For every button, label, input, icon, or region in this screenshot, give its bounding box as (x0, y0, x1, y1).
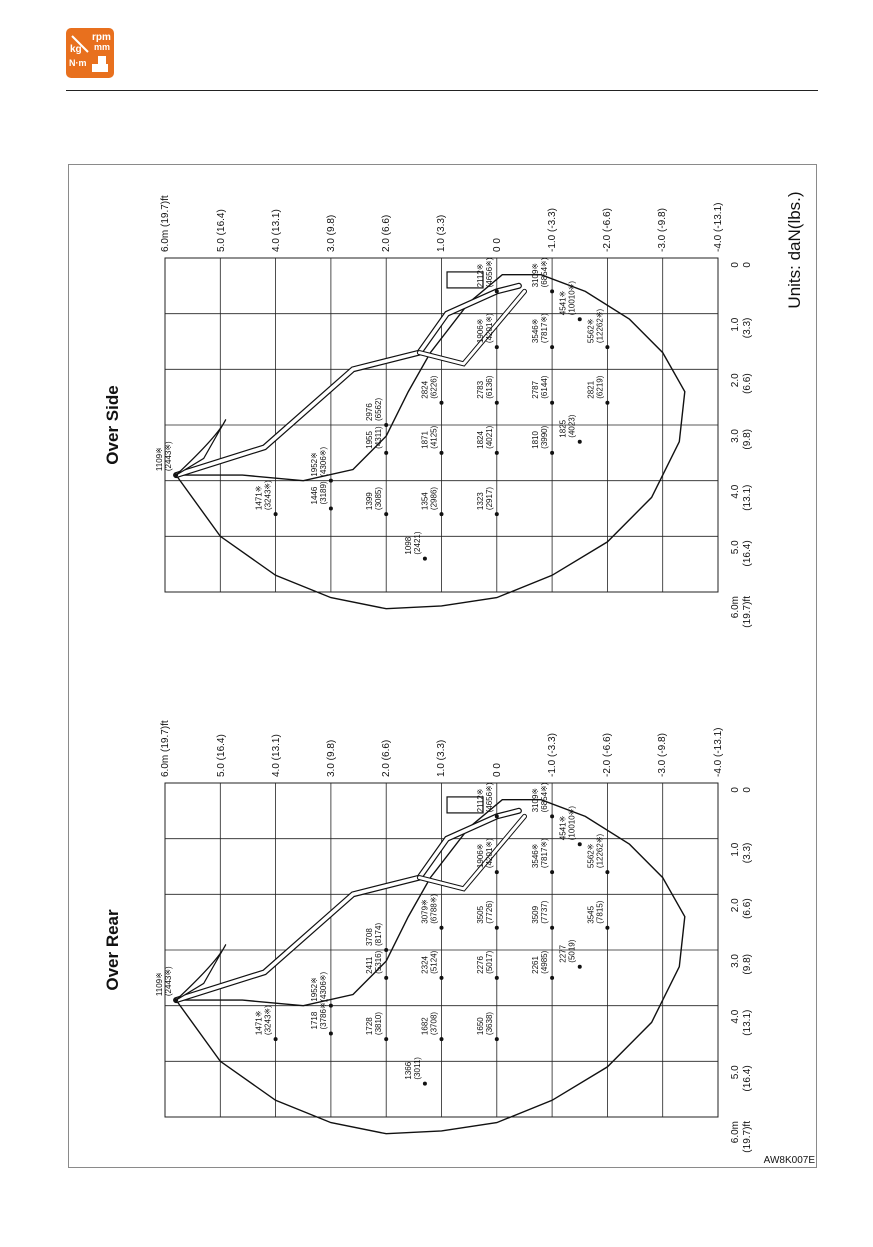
load-point (384, 512, 388, 516)
load-value-label: (6562) (374, 397, 384, 421)
load-value-label: (2421) (412, 531, 422, 555)
load-value-label: 3109※ (531, 787, 541, 813)
reach-tick-label: 3.0 (730, 429, 741, 443)
load-value-label: 2976 (365, 403, 375, 421)
load-point (495, 512, 499, 516)
load-value-label: (12262※) (595, 833, 605, 869)
height-tick-label: -4.0 (-13.1) (713, 202, 724, 252)
units-label: Units: daN(lbs.) (785, 191, 804, 309)
reach-tick-label: 1.0 (730, 317, 741, 332)
reach-tick-label: 6.0m (730, 1121, 741, 1144)
load-point (329, 1032, 333, 1036)
load-point (384, 423, 388, 427)
load-value-label: (4306※) (318, 446, 328, 477)
height-tick-label: 0 0 (492, 238, 503, 252)
load-value-label: 1323 (475, 492, 485, 511)
load-value-label: (6788※) (429, 893, 439, 924)
load-value-label: (7726) (484, 900, 494, 924)
height-tick-label: 4.0 (13.1) (271, 734, 282, 777)
figure-code: AW8K007E (763, 1155, 815, 1166)
load-value-label: (4201※) (484, 838, 494, 869)
height-tick-label: -2.0 (-6.6) (602, 733, 613, 777)
load-point (329, 479, 333, 483)
load-value-label: 3546※ (531, 318, 541, 344)
height-tick-label: 4.0 (13.1) (271, 209, 282, 252)
logo-text-rpm: rpm (92, 32, 111, 43)
load-point (384, 976, 388, 980)
load-value-label: (8174) (374, 922, 384, 946)
load-point (495, 289, 499, 293)
reach-tick-label-imperial: (13.1) (742, 484, 753, 511)
load-value-label: 2411 (365, 956, 375, 974)
load-value-label: (2443※) (164, 966, 174, 997)
load-value-label: 1871 (420, 431, 430, 449)
excavator-arm-fill (176, 811, 519, 1000)
load-value-label: 3545 (586, 905, 596, 924)
load-value-label: (6854※) (540, 782, 550, 813)
load-value-label: (4125) (429, 425, 439, 449)
height-tick-label: -1.0 (-3.3) (547, 208, 558, 252)
load-value-label: (6219) (595, 375, 605, 399)
load-value-label: 1810 (531, 431, 541, 449)
height-tick-label: 0 0 (492, 763, 503, 777)
load-value-label: (2986) (429, 486, 439, 511)
load-point (550, 451, 554, 455)
load-point (495, 814, 499, 818)
reach-tick-label: 0 (730, 262, 741, 268)
load-value-label: 2787 (531, 380, 541, 399)
load-point (495, 976, 499, 980)
load-point (605, 401, 609, 405)
chart-title: Over Rear (103, 909, 122, 991)
load-value-label: (5017) (484, 950, 494, 974)
load-point (578, 965, 582, 969)
load-point (605, 345, 609, 349)
load-value-label: (6136) (484, 375, 494, 399)
reach-tick-label: 2.0 (730, 898, 741, 913)
load-point (384, 948, 388, 952)
load-value-label: (7817※) (540, 313, 550, 344)
load-value-label: 2324 (420, 956, 430, 974)
load-value-label: 2824 (420, 380, 430, 399)
load-point (174, 473, 178, 477)
load-value-label: 2112※ (475, 788, 485, 813)
load-point (423, 557, 427, 561)
load-value-label: (5124) (429, 950, 439, 974)
load-point (578, 317, 582, 321)
reach-tick-label-imperial: (6.6) (742, 373, 753, 394)
load-value-label: 1825 (558, 419, 568, 438)
load-value-label: (3990) (540, 425, 550, 449)
load-value-label: 1471※ (254, 485, 264, 511)
reach-tick-label-imperial: (3.3) (742, 842, 753, 864)
height-tick-label: -4.0 (-13.1) (713, 727, 724, 777)
load-value-label: (7737) (540, 900, 550, 924)
logo-text-nm: N·m (69, 58, 87, 68)
height-tick-label: 3.0 (9.8) (326, 739, 337, 777)
reach-tick-label-imperial: (16.4) (742, 540, 753, 567)
height-tick-label: -1.0 (-3.3) (547, 733, 558, 777)
load-value-label: 1952※ (309, 452, 319, 477)
load-point (274, 1037, 278, 1041)
load-value-label: 1682 (420, 1017, 430, 1036)
load-point (550, 814, 554, 818)
load-point (495, 1037, 499, 1041)
reach-tick-label-imperial: (6.6) (742, 898, 753, 919)
load-value-label: (4201※) (484, 313, 494, 344)
load-point (384, 451, 388, 455)
height-tick-label: 2.0 (6.6) (381, 214, 392, 252)
logo-text-kg: kg (70, 44, 82, 55)
load-value-label: 1399 (365, 492, 375, 511)
load-point (440, 401, 444, 405)
height-tick-label: 3.0 (9.8) (326, 214, 337, 252)
load-value-label: (4021) (484, 425, 494, 449)
chart-title: Over Side (103, 385, 122, 465)
height-tick-label: -3.0 (-9.8) (657, 733, 668, 777)
height-tick-label: -3.0 (-9.8) (657, 208, 668, 252)
load-value-label: 2821 (586, 380, 596, 399)
load-value-label: 5562※ (586, 843, 596, 869)
load-point (329, 507, 333, 511)
load-value-label: (7815) (595, 900, 605, 924)
height-tick-label: 1.0 (3.3) (436, 739, 447, 777)
load-value-label: 5562※ (586, 318, 596, 344)
excavator-arm-fill (176, 286, 519, 475)
load-value-label: 1109※ (155, 972, 165, 997)
load-value-label: (10010※) (567, 805, 577, 841)
load-point (495, 401, 499, 405)
chart-panel-over-rear (103, 720, 753, 1153)
load-value-label: 2277 (558, 944, 568, 963)
load-value-label: (3243※) (263, 480, 273, 511)
load-value-label: (4311) (374, 426, 384, 449)
reach-tick-label: 6.0m (730, 596, 741, 619)
load-point (550, 401, 554, 405)
load-value-label: (12262※) (595, 308, 605, 344)
load-value-label: 1955 (365, 431, 375, 449)
reach-tick-label-imperial: (19.7)ft (742, 596, 753, 628)
load-point (578, 842, 582, 846)
load-value-label: 4541※ (558, 815, 568, 841)
load-value-label: 4541※ (558, 290, 568, 316)
load-value-label: (6144) (540, 375, 550, 399)
load-value-label: (3810) (374, 1011, 384, 1036)
load-value-label: (3638) (484, 1011, 494, 1036)
load-value-label: 3079※ (420, 899, 430, 924)
load-point (440, 451, 444, 455)
load-value-label: 1824 (475, 431, 485, 449)
load-point (495, 345, 499, 349)
load-point (329, 1004, 333, 1008)
load-point (550, 976, 554, 980)
load-value-label: (2917) (484, 486, 494, 511)
load-value-label: 3505 (475, 905, 485, 924)
load-value-label: (3189) (318, 481, 328, 505)
load-value-label: (4023) (567, 414, 577, 438)
load-value-label: 1906※ (475, 318, 485, 344)
load-value-label: 3546※ (531, 843, 541, 869)
load-value-label: 1366 (403, 1061, 413, 1080)
reach-tick-label-imperial: (13.1) (742, 1009, 753, 1036)
load-point (423, 1082, 427, 1086)
load-value-label: (3243※) (263, 1005, 273, 1036)
load-value-label: (6854※) (540, 257, 550, 288)
load-point (550, 926, 554, 930)
reach-tick-label-imperial: (3.3) (742, 317, 753, 339)
reach-tick-label-imperial: (9.8) (742, 429, 753, 450)
reach-tick-label: 1.0 (730, 842, 741, 857)
reach-tick-label-imperial: 0 (742, 262, 753, 268)
reach-tick-label: 5.0 (730, 1065, 741, 1080)
load-value-label: 3109※ (531, 262, 541, 288)
load-point (440, 926, 444, 930)
reach-tick-label-imperial: (19.7)ft (742, 1121, 753, 1153)
chart-panel-over-side (103, 195, 753, 628)
load-point (440, 1037, 444, 1041)
load-value-label: 1952※ (309, 977, 319, 1002)
load-point (550, 289, 554, 293)
height-tick-label: 2.0 (6.6) (381, 739, 392, 777)
load-value-label: 1098 (403, 536, 413, 555)
load-value-label: (4985) (540, 950, 550, 974)
load-value-label: 1354 (420, 492, 430, 511)
load-value-label: 1906※ (475, 843, 485, 869)
load-value-label: (6226) (429, 375, 439, 399)
load-value-label: 3708 (365, 928, 375, 946)
height-tick-label: 1.0 (3.3) (436, 214, 447, 252)
height-tick-label: 6.0m (19.7)ft (160, 720, 171, 777)
load-value-label: 2783 (475, 380, 485, 399)
height-tick-label: -2.0 (-6.6) (602, 208, 613, 252)
load-value-label: (3011) (412, 1057, 422, 1080)
load-value-label: (7817※) (540, 838, 550, 869)
load-point (495, 870, 499, 874)
load-value-label: (3708) (429, 1011, 439, 1036)
load-value-label: 1109※ (155, 447, 165, 472)
load-value-label: (4306※) (318, 971, 328, 1002)
load-value-label: 2276 (475, 956, 485, 974)
logo-text-mm: mm (94, 42, 111, 52)
reach-tick-label: 3.0 (730, 954, 741, 968)
load-value-label: 1728 (365, 1017, 375, 1036)
load-point (550, 345, 554, 349)
excavator-arm (176, 811, 519, 1000)
height-tick-label: 6.0m (19.7)ft (160, 195, 171, 252)
load-value-label: 2261 (531, 956, 541, 974)
reach-tick-label: 5.0 (730, 540, 741, 555)
load-value-label: (4656※) (484, 782, 494, 813)
load-value-label: (3786※) (318, 999, 328, 1030)
load-value-label: (5316) (374, 950, 384, 974)
load-value-label: (4656※) (484, 257, 494, 288)
load-value-label: 1650 (475, 1017, 485, 1036)
reach-tick-label-imperial: (16.4) (742, 1065, 753, 1092)
reach-tick-label: 4.0 (730, 1009, 741, 1024)
reach-tick-label: 0 (730, 787, 741, 793)
load-point (605, 926, 609, 930)
load-value-label: (10010※) (567, 280, 577, 316)
reach-tick-label: 4.0 (730, 484, 741, 499)
load-point (174, 998, 178, 1002)
load-point (495, 926, 499, 930)
load-value-label: 2112※ (475, 263, 485, 288)
load-point (495, 451, 499, 455)
load-point (274, 512, 278, 516)
load-point (550, 870, 554, 874)
height-tick-label: 5.0 (16.4) (216, 734, 227, 777)
excavator-arm (176, 286, 519, 475)
reach-tick-label-imperial: 0 (742, 787, 753, 793)
load-point (440, 512, 444, 516)
load-value-label: 1718 (309, 1011, 319, 1030)
reach-tick-label: 2.0 (730, 373, 741, 388)
load-value-label: 3509 (531, 905, 541, 924)
load-point (440, 976, 444, 980)
height-tick-label: 5.0 (16.4) (216, 209, 227, 252)
load-point (605, 870, 609, 874)
load-value-label: 1446 (309, 486, 319, 505)
load-value-label: (2443※) (164, 441, 174, 472)
load-point (384, 1037, 388, 1041)
load-value-label: (3085) (374, 486, 384, 511)
load-value-label: 1471※ (254, 1010, 264, 1036)
reach-tick-label-imperial: (9.8) (742, 954, 753, 975)
load-point (578, 440, 582, 444)
load-value-label: (5019) (567, 939, 577, 963)
